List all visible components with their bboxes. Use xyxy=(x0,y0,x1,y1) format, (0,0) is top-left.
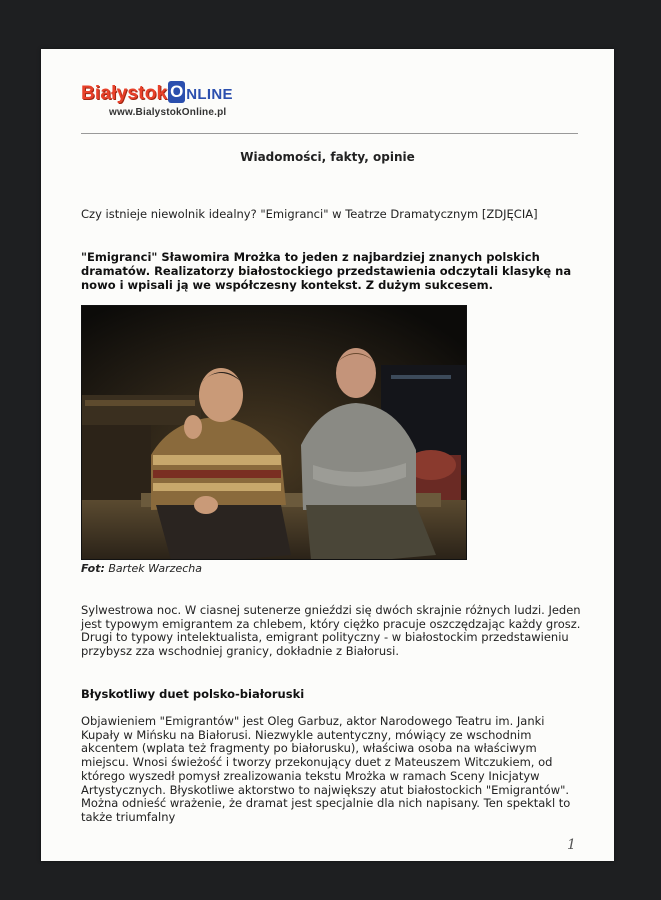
logo-mark xyxy=(81,83,233,105)
article-paragraph-1: Sylwestrowa noc. W ciasnej sutenerze gnieździ się dwóch skrajnie różnych ludzi. Jeden jest typowym emigrantem za chlebem, który ciężko pracuje oszczędzając każdy grosz. Drugi to typowy intelektualista, emigrant polityczny - w białostockim przedstawieniu przybysz zza wschodniej granicy, dokładnie z Białorusi. xyxy=(81,603,581,659)
photo-illustration xyxy=(81,305,467,560)
logo-online: NLINE xyxy=(186,85,233,103)
photo-caption xyxy=(81,562,202,575)
article-lead: "Emigranci" Sławomira Mrożka to jeden z najbardziej znanych polskich dramatów. Realizatorzy białostockiego przedstawienia odczytali klasykę na nowo i wpisali ją we współczesny kontekst. Z dużym sukcesem. xyxy=(81,250,572,292)
site-logo[interactable] xyxy=(81,83,233,118)
article-photo xyxy=(81,305,467,560)
logo-badge-icon: O xyxy=(170,82,184,101)
article-headline: Czy istnieje niewolnik idealny? "Emigranci" w Teatrze Dramatycznym [ZDJĘCIA] xyxy=(81,207,538,221)
site-tagline: Wiadomości, fakty, opinie xyxy=(240,150,415,164)
photo-credit-name: Bartek Warzecha xyxy=(108,562,202,575)
document-page xyxy=(41,49,614,861)
photo-credit-label: Fot: xyxy=(81,562,105,575)
logo-url: www.BialystokOnline.pl xyxy=(109,107,227,118)
logo-word: Białystok xyxy=(81,83,168,104)
page-number: 1 xyxy=(567,837,576,853)
header-divider xyxy=(81,133,578,134)
article-subheading: Błyskotliwy duet polsko-białoruski xyxy=(81,687,305,701)
article-paragraph-2: Objawieniem "Emigrantów" jest Oleg Garbuz, aktor Narodowego Teatru im. Janki Kupały w Mińsku na Białorusi. Niezwykle autentyczny, mówiący ze wschodnim akcentem (wplata też fragmenty po białorusku), właściwa osoba na właściwym miejscu. Wnosi świeżość i tworzy przekonujący duet z Mateuszem Witczukiem, od którego wyszedł pomysł zrealizowania tekstu Mrożka w ramach Sceny Inicjatyw Artystycznych. Błyskotliwe aktorstwo to największy atut białostockich "Emigrantów". Można odnieść wrażenie, że dramat jest specjalnie dla nich napisany. Ten spektakl to także triumfalny xyxy=(81,714,571,824)
